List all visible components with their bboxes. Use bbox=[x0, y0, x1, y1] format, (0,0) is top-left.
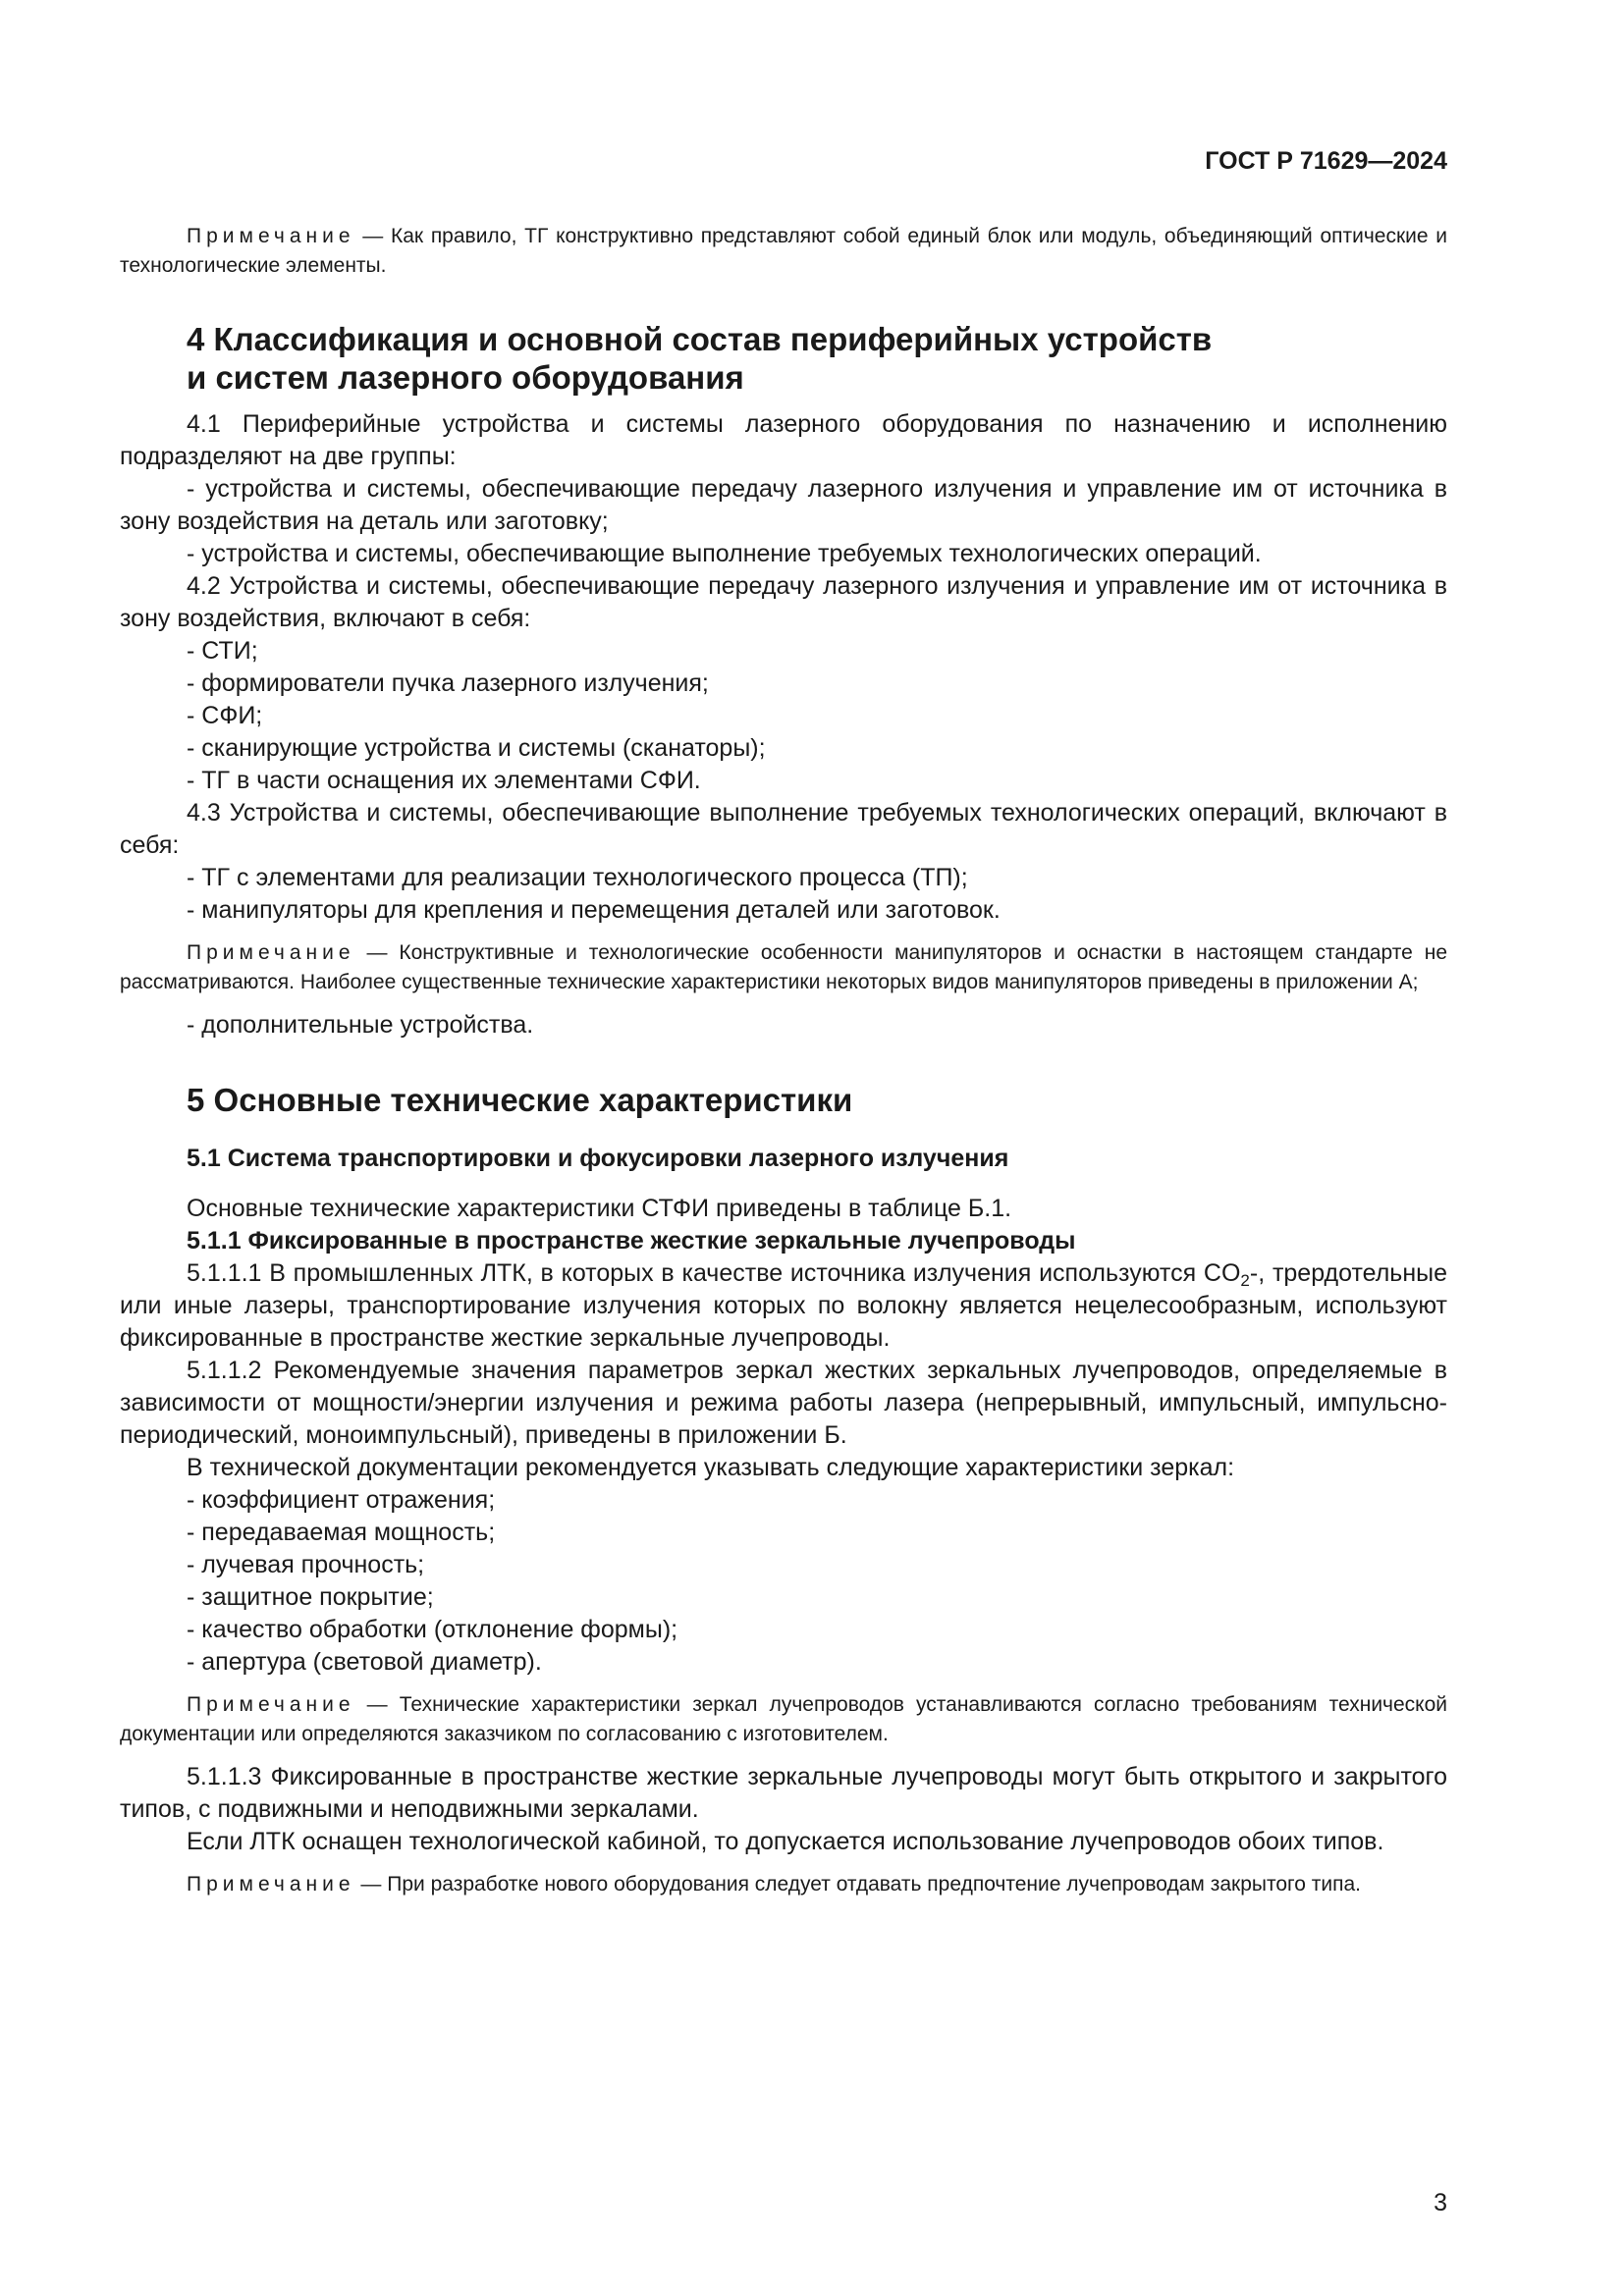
page-body bbox=[120, 222, 1447, 1899]
clause-5-1-1-3: 5.1.1.3 Фиксированные в пространстве жесткие зеркальные лучепроводы могут быть открытого и закрытого типов, с подвижными и неподвижными зеркалами. bbox=[120, 1763, 1447, 1823]
list-item: - лучевая прочность; bbox=[187, 1551, 425, 1578]
clause-4-3: 4.3 Устройства и системы, обеспечивающие выполнение требуемых технологических операций, включают в себя: bbox=[120, 799, 1447, 859]
list-item: - защитное покрытие; bbox=[187, 1583, 434, 1611]
list-item: - ТГ в части оснащения их элементами СФИ. bbox=[187, 767, 701, 794]
clause-4-1: 4.1 Периферийные устройства и системы лазерного оборудования по назначению и исполнению подразделяют на две группы: bbox=[120, 410, 1447, 470]
note-text: Конструктивные и технологические особенности манипуляторов и оснастки в настоящем стандарте не рассматриваются. Наиболее существенные технические характеристики некоторых видов манипуляторов приведены в приложении А; bbox=[120, 941, 1448, 993]
list-item: - формирователи пучка лазерного излучения; bbox=[187, 669, 709, 697]
page-number: 3 bbox=[1434, 2189, 1447, 2216]
doc-paragraph: В технической документации рекомендуется указывать следующие характеристики зеркал: bbox=[187, 1454, 1235, 1481]
clause-4-2: 4.2 Устройства и системы, обеспечивающие передачу лазерного излучения и управление им от источника в зону воздействия, включают в себя: bbox=[120, 572, 1447, 632]
list-item: - ТГ с элементами для реализации технологического процесса (ТП); bbox=[187, 864, 968, 891]
group-item-2: - устройства и системы, обеспечивающие выполнение требуемых технологических операций. bbox=[187, 540, 1262, 567]
note-label: Примечание bbox=[187, 1693, 355, 1716]
list-item: - СФИ; bbox=[187, 702, 263, 729]
note-dash: — bbox=[354, 1693, 400, 1716]
note-4 bbox=[120, 1870, 1447, 1899]
group-item-1: - устройства и системы, обеспечивающие передачу лазерного излучения и управление им от источника в зону воздействия на деталь или заготовку; bbox=[120, 475, 1447, 535]
document-code: ГОСТ Р 71629—2024 bbox=[1205, 147, 1447, 175]
note-text: Технические характеристики зеркал лучепроводов устанавливаются согласно требованиям технической документации или определяются заказчиком по согласованию с изготовителем. bbox=[120, 1693, 1447, 1745]
clause-text: -, трердотельные или иные лазеры, транспортирование излучения которых по волокну является нецелесообразным, используют фиксированные в пространстве жесткие зеркальные лучепроводы. bbox=[120, 1259, 1448, 1352]
list-item-extra: - дополнительные устройства. bbox=[187, 1011, 534, 1039]
clause-5-1-1-1 bbox=[120, 1257, 1447, 1355]
note-dash: — bbox=[354, 225, 391, 247]
note-dash: — bbox=[354, 1873, 388, 1896]
note-dash: — bbox=[354, 941, 400, 964]
note-label: Примечание bbox=[187, 1873, 355, 1896]
subsection-5-1-title: 5.1 Система транспортировки и фокусировки лазерного излучения bbox=[187, 1145, 1009, 1172]
note-label: Примечание bbox=[187, 941, 355, 964]
list-item: - манипуляторы для крепления и перемещения деталей или заготовок. bbox=[187, 896, 1001, 924]
list-item: - сканирующие устройства и системы (сканаторы); bbox=[187, 734, 766, 762]
section-5-title: 5 Основные технические характеристики bbox=[187, 1082, 853, 1118]
list-item: - коэффициент отражения; bbox=[187, 1486, 496, 1514]
list-item: - передаваемая мощность; bbox=[187, 1519, 496, 1546]
list-item: - качество обработки (отклонение формы); bbox=[187, 1616, 678, 1643]
subsection-5-1-intro: Основные технические характеристики СТФИ приведены в таблице Б.1. bbox=[187, 1195, 1012, 1222]
subscript: 2 bbox=[1240, 1271, 1250, 1290]
note-1 bbox=[120, 222, 1447, 281]
note-label: Примечание bbox=[187, 225, 355, 247]
list-item: - СТИ; bbox=[187, 637, 258, 665]
cabin-paragraph: Если ЛТК оснащен технологической кабиной, то допускается использование лучепроводов обоих типов. bbox=[187, 1828, 1384, 1855]
section-4-title-line-1: 4 Классификация и основной состав периферийных устройств bbox=[187, 321, 1213, 357]
clause-text: 5.1.1.1 В промышленных ЛТК, в которых в качестве источника излучения используются CO bbox=[187, 1259, 1241, 1287]
note-text: Как правило, ТГ конструктивно представляют собой единый блок или модуль, объединяющий оптические и технологические элементы. bbox=[120, 225, 1448, 277]
note-2 bbox=[120, 938, 1447, 997]
subsection-5-1-1-title: 5.1.1 Фиксированные в пространстве жесткие зеркальные лучепроводы bbox=[187, 1227, 1076, 1255]
note-text: При разработке нового оборудования следует отдавать предпочтение лучепроводам закрытого типа. bbox=[387, 1873, 1361, 1896]
clause-5-1-1-2: 5.1.1.2 Рекомендуемые значения параметров зеркал жестких зеркальных лучепроводов, определяемые в зависимости от мощности/энергии излучения и режима работы лазера (непрерывный, импульсный, импульсно-периодический, моноимпульсный), приведены в приложении Б. bbox=[120, 1357, 1447, 1449]
note-3 bbox=[120, 1690, 1447, 1749]
list-item: - апертура (световой диаметр). bbox=[187, 1648, 542, 1676]
section-4-title-line-2: и систем лазерного оборудования bbox=[187, 359, 744, 396]
